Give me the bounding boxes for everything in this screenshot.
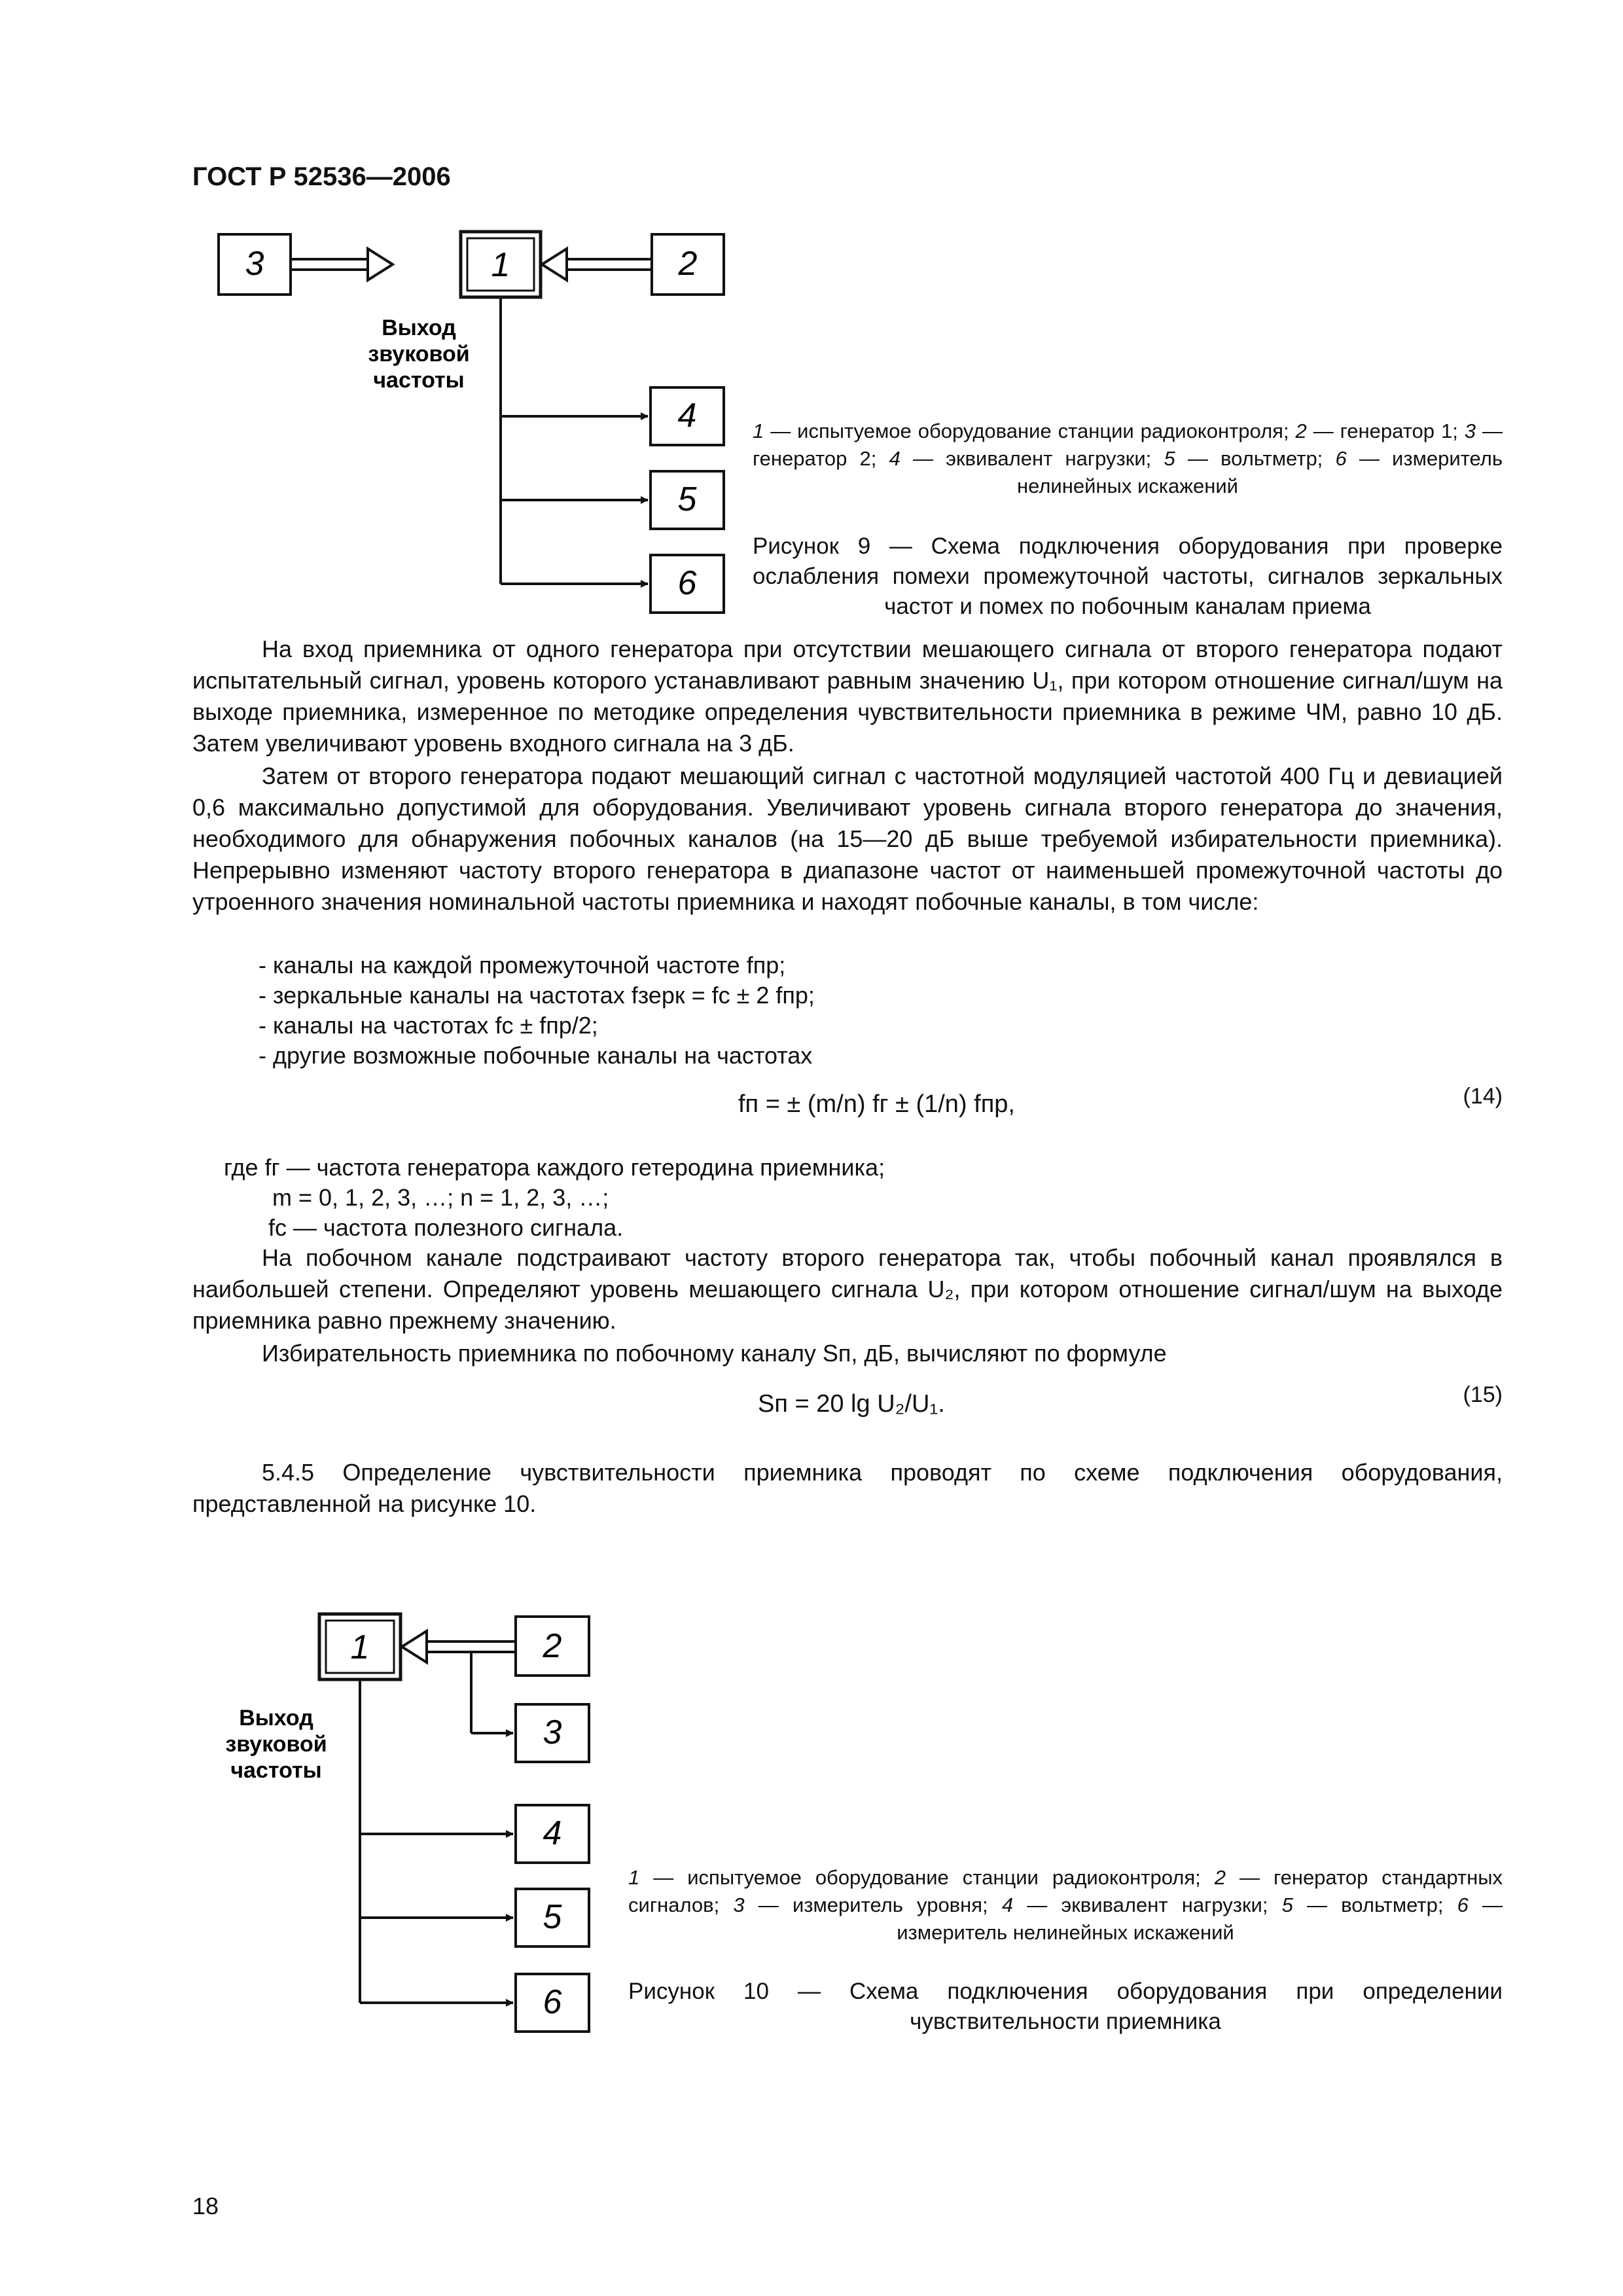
- fig9-output-label-3: частоты: [373, 368, 465, 393]
- fig10-box-1-label: 1: [350, 1628, 370, 1666]
- paragraph-1: На вход приемника от одного генератора при отсутствии мешающего сигнала от второго генератора подают испытательный сигнал, уровень которого устанавливают равным значению U₁, при котором отношение сигнал/шум на выходе приемника, измеренное по методике определения чувствительности приемника в режиме ЧМ, равно 10 дБ. Затем увеличивают уровень входного сигнала на 3 дБ.: [192, 636, 1503, 757]
- document-header: ГОСТ Р 52536—2006: [192, 162, 451, 191]
- paragraph-5: 5.4.5 Определение чувствительности приемника проводят по схеме подключения оборудования, представленной на рисунке 10.: [192, 1459, 1503, 1517]
- paragraph-3: На побочном канале подстраивают частоту второго генератора так, чтобы побочный канал проявлялся в наибольшей степени. Определяют уровень мешающего сигнала U₂, при котором отношение сигнал/шум на выходе приемника равно прежнему значению.: [192, 1244, 1503, 1334]
- figure10-diagram: [196, 1597, 615, 2055]
- where-line-2: m = 0, 1, 2, 3, …; n = 1, 2, 3, …;: [272, 1184, 609, 1211]
- figure10-legend: 1 — испытуемое оборудование станции радиоконтроля; 2 — генератор стандартных сигналов; 3 — измеритель уровня; 4 — эквивалент нагрузки; 5 — вольтметр; 6 — измеритель нелинейных искажений: [628, 1866, 1503, 1944]
- figure9-diagram: [196, 223, 759, 628]
- paragraph-2: Затем от второго генератора подают мешающий сигнал с частотной модуляцией частотой 400 Гц и девиацией 0,6 максимально допустимой для оборудования. Увеличивают уровень сигнала второго генератора до значения, необходимого для обнаружения побочных каналов (на 15—20 дБ выше требуемой избирательности приемника). Непрерывно изменяют частоту второго генератора в диапазоне частот от наименьшей промежуточной частоты до утроенного значения номинальной частоты приемника и находят побочные каналы, в том числе:: [192, 762, 1503, 915]
- fig10-box-5-label: 5: [543, 1898, 562, 1936]
- list-item-2: - зеркальные каналы на частотах fзерк = fс ± 2 fпр;: [259, 982, 815, 1009]
- fig9-box-5-label: 5: [677, 480, 697, 518]
- fig10-box-3-label: 3: [543, 1713, 562, 1751]
- page-number: 18: [192, 2193, 219, 2219]
- list-item-3: - каналы на частотах fс ± fпр/2;: [259, 1012, 598, 1039]
- formula-14-number: (14): [1463, 1084, 1503, 1109]
- fig9-box-1-label: 1: [491, 246, 510, 284]
- where-line-1: где fг — частота генератора каждого гетеродина приемника;: [224, 1154, 885, 1181]
- fig9-box-3-label: 3: [245, 245, 264, 283]
- formula-15-number: (15): [1463, 1382, 1503, 1407]
- fig10-box-6-label: 6: [543, 1983, 562, 2021]
- list-item-1: - каналы на каждой промежуточной частоте fпр;: [259, 952, 786, 978]
- formula-15: Sп = 20 lg U₂/U₁.: [758, 1390, 945, 1418]
- formula-14: fп = ± (m/n) fг ± (1/n) fпр,: [738, 1090, 1015, 1118]
- fig9-box-2-label: 2: [678, 245, 698, 283]
- figure9-caption: Рисунок 9 — Схема подключения оборудования при проверке ослабления помехи промежуточной частоты, сигналов зеркальных частот и помех по побочным каналам приема: [753, 533, 1503, 619]
- fig9-box-6-label: 6: [677, 564, 697, 602]
- figure9-legend: 1 — испытуемое оборудование станции радиоконтроля; 2 — генератор 1; 3 — генератор 2; 4 — эквивалент нагрузки; 5 — вольтметр; 6 — измеритель нелинейных искажений: [753, 420, 1503, 497]
- list-item-4: - другие возможные побочные каналы на частотах: [259, 1042, 813, 1069]
- figure10-caption: Рисунок 10 — Схема подключения оборудования при определении чувствительности приемника: [628, 1979, 1503, 2034]
- fig9-output-label-1: Выход: [382, 315, 456, 340]
- fig10-output-label-2: звуковой: [225, 1732, 327, 1757]
- fig9-output-label-2: звуковой: [368, 342, 470, 367]
- fig10-output-label-1: Выход: [239, 1706, 313, 1731]
- paragraph-4: Избирательность приемника по побочному каналу Sп, дБ, вычисляют по формуле: [262, 1340, 1167, 1367]
- fig10-box-2-label: 2: [543, 1627, 562, 1665]
- fig9-box-4-label: 4: [677, 397, 697, 435]
- fig10-box-4-label: 4: [543, 1814, 562, 1852]
- where-line-3: fс — частота полезного сигнала.: [268, 1214, 624, 1241]
- fig10-output-label-3: частоты: [230, 1758, 322, 1783]
